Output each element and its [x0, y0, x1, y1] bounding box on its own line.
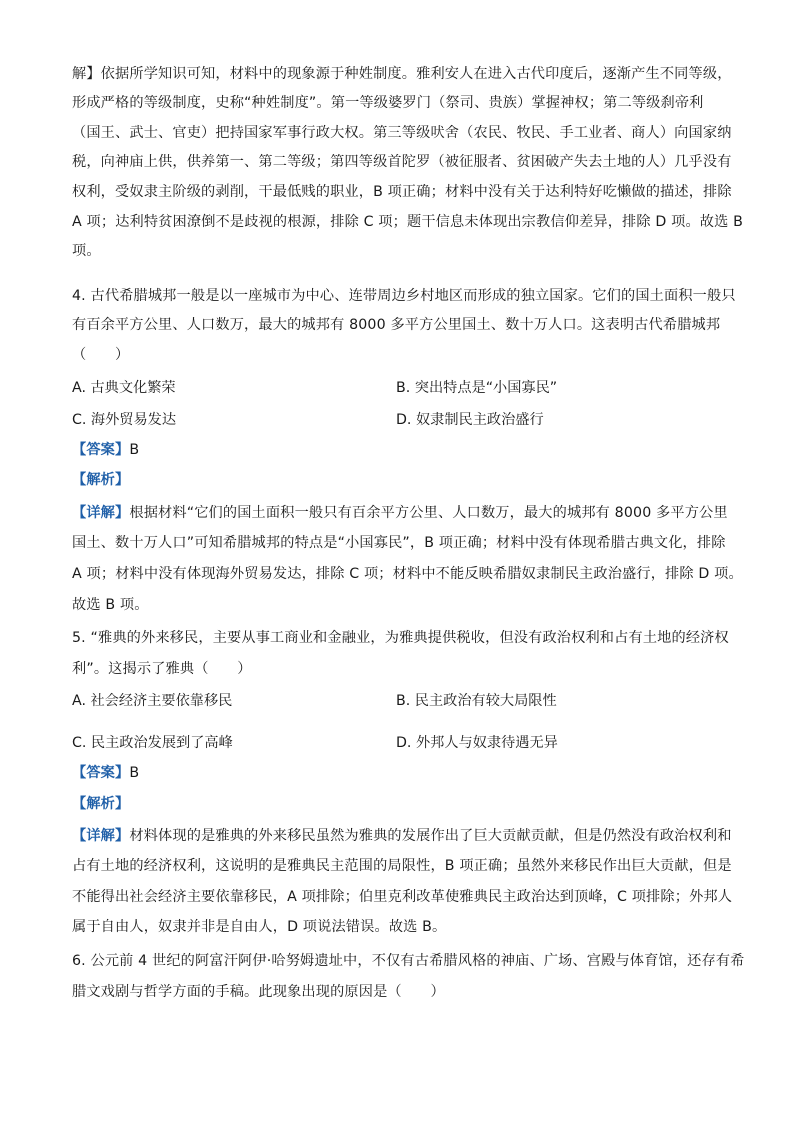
explanation-line: 项。 [72, 243, 101, 259]
detail-text: 材料体现的是雅典的外来移民虽然为雅典的发展作出了巨大贡献贡献，但是仍然没有政治权利和 [129, 828, 732, 844]
detail-tag: 【详解】 [72, 505, 130, 521]
detail-text: 根据材料“它们的国土面积一般只有百余平方公里、人口数万，最大的城邦有 8000 多平方公里 [129, 505, 728, 521]
q4-stem-line: 4. 古代希腊城邦一般是以一座城市为中心、连带周边乡村地区而形成的独立国家。它们的国土面积一般只 [72, 288, 736, 304]
q5-option-c: C. 民主政治发展到了高峰 [72, 735, 233, 751]
q5-answer [72, 763, 139, 783]
q4-option-c: C. 海外贸易发达 [72, 412, 177, 428]
q5-detail-line: 属于自由人，奴隶并非是自由人，D 项说法错误。故选 B。 [72, 919, 447, 935]
explanation-line: A 项；达利特贫困潦倒不是歧视的根源，排除 C 项；题干信息未体现出宗教信仰差异，排除 D 项。故选 B [72, 214, 744, 230]
q4-stem-line: （ ） [72, 347, 130, 363]
answer-tag: 【答案】 [72, 765, 130, 781]
q6-stem-line: 6. 公元前 4 世纪的阿富汗阿伊·哈努姆遗址中，不仅有古希腊风格的神庙、广场、宫殿与体育馆，还存有希 [72, 953, 745, 969]
q4-option-b: B. 突出特点是“小国寡民” [396, 380, 558, 396]
analysis-tag: 【解析】 [72, 472, 130, 488]
explanation-line: 形成严格的等级制度，史称“种姓制度”。第一等级婆罗门（祭司、贵族）掌握神权；第二等级刹帝利 [72, 95, 704, 111]
q5-option-d: D. 外邦人与奴隶待遇无异 [396, 735, 558, 751]
explanation-line: 税，向神庙上供，供养第一、第二等级；第四等级首陀罗（被征服者、贫困破产失去土地的人）几乎没有 [72, 154, 732, 170]
q5-detail-line [72, 826, 732, 846]
q4-detail-line: A 项；材料中没有体现海外贸易发达，排除 C 项；材料中不能反映希腊奴隶制民主政治盛行，排除 D 项。 [72, 566, 743, 582]
q4-detail-line: 国土、数十万人口”可知希腊城邦的特点是“小国寡民”，B 项正确；材料中没有体现希腊古典文化，排除 [72, 535, 726, 551]
q4-detail-line [72, 503, 728, 523]
q4-answer [72, 440, 139, 460]
q4-detail-line: 故选 B 项。 [72, 597, 149, 613]
answer-tag: 【答案】 [72, 442, 130, 458]
detail-tag: 【详解】 [72, 828, 130, 844]
analysis-tag: 【解析】 [72, 796, 130, 812]
q5-option-b: B. 民主政治有较大局限性 [396, 693, 557, 709]
q6-stem-line: 腊文戏剧与哲学方面的手稿。此现象出现的原因是（ ） [72, 984, 445, 1000]
q5-stem-line: 利”。这揭示了雅典（ ） [72, 661, 252, 677]
q5-detail-line: 占有土地的经济权利，这说明的是雅典民主范围的局限性，B 项正确；虽然外来移民作出巨大贡献，但是 [72, 858, 732, 874]
q5-option-a: A. 社会经济主要依靠移民 [72, 693, 233, 709]
q5-detail-line: 不能得出社会经济主要依靠移民，A 项排除；伯里克利改革使雅典民主政治达到顶峰，C 项排除；外邦人 [72, 889, 733, 905]
q4-stem-line: 有百余平方公里、人口数万，最大的城邦有 8000 多平方公里国土、数十万人口。这表明古代希腊城邦 [72, 317, 721, 333]
q5-stem-line: 5. “雅典的外来移民，主要从事工商业和金融业，为雅典提供税收，但没有政治权利和占有土地的经济权 [72, 630, 729, 646]
explanation-line: 权利，受奴隶主阶级的剥削，干最低贱的职业，B 项正确；材料中没有关于达利特好吃懒做的描述，排除 [72, 184, 732, 200]
q4-option-d: D. 奴隶制民主政治盛行 [396, 412, 544, 428]
q4-option-a: A. 古典文化繁荣 [72, 380, 176, 396]
answer-value: B [129, 442, 140, 458]
q4-analysis-tag [72, 470, 129, 490]
q5-analysis-tag [72, 794, 129, 814]
explanation-line: 解】依据所学知识可知，材料中的现象源于种姓制度。雅利安人在进入古代印度后，逐渐产生不同等级， [72, 66, 732, 82]
answer-value: B [129, 765, 140, 781]
explanation-line: （国王、武士、官吏）把持国家军事行政大权。第三等级吠舍（农民、牧民、手工业者、商人）向国家纳 [72, 125, 732, 141]
